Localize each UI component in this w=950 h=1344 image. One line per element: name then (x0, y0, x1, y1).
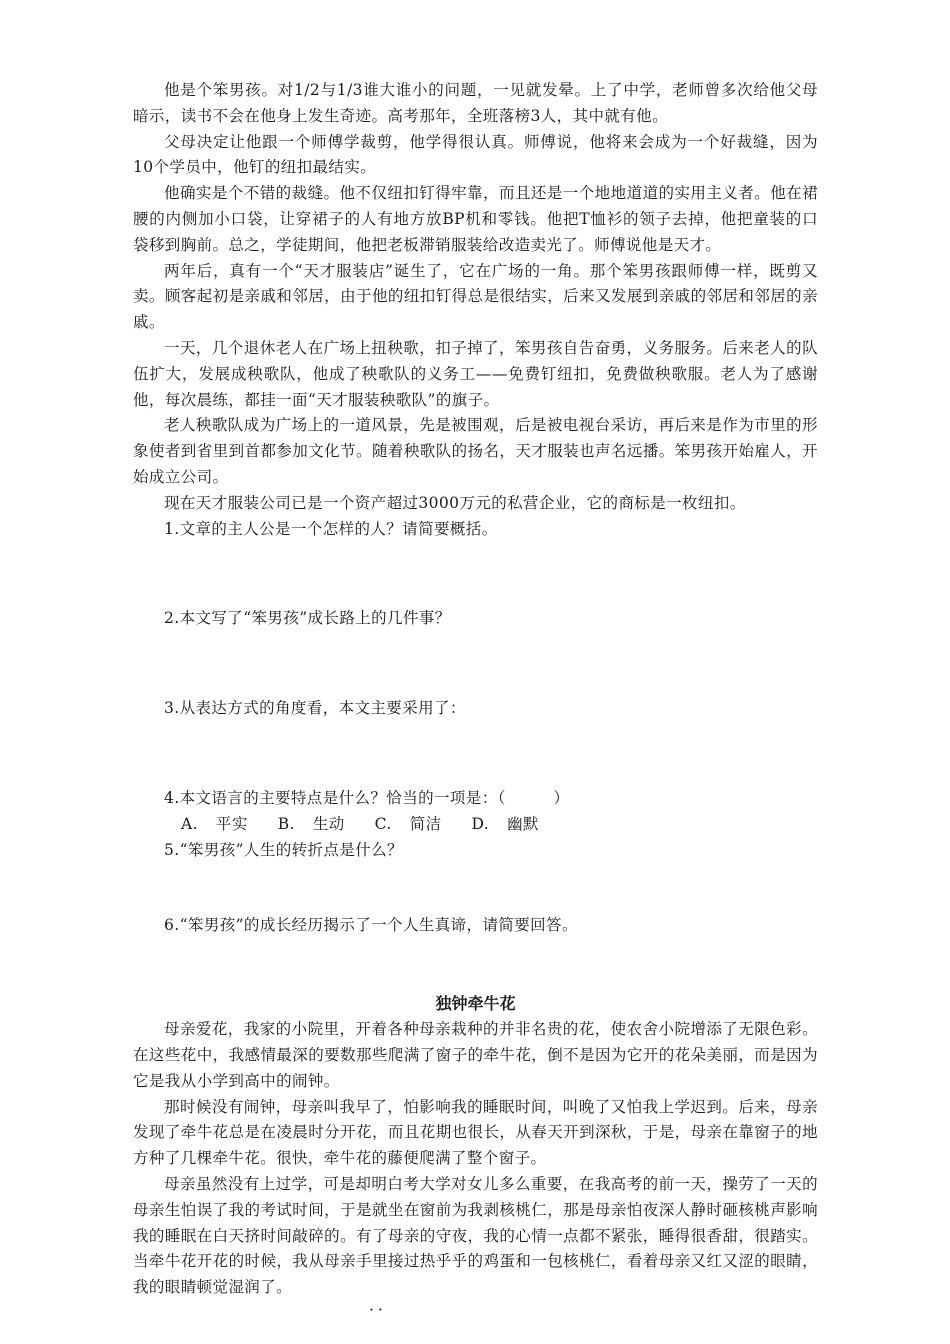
answer-space (133, 632, 818, 696)
emphasis-dots: ·· (369, 1300, 387, 1319)
question-3: 3.从表达方式的角度看，本文主要采用了： (164, 699, 466, 718)
option-c: C. 简洁 (374, 814, 442, 833)
question-5: 5.“笨男孩”人生的转折点是什么？ (164, 840, 403, 859)
story1-paragraph: 他确实是个不错的裁缝。他不仅纽扣钉得牢靠，而且还是一个地地道道的实用主义者。他在裙腰的内侧加小口袋，让穿裙子的人有地方放BP机和零钱。他把T恤衫的领子去掉，他把童装的口袋移到胸前。总之，学徒期间，他把老板滞销服装给改造卖光了。师傅说他是天才。 (133, 184, 818, 254)
story1-paragraph: 他是个笨男孩。对1/2与1/3谁大谁小的问题，一见就发晕。上了中学，老师曾多次给他父母暗示，读书不会在他身上发生奇迹。高考那年，全班落榜3人，其中就有他。 (133, 81, 818, 125)
answer-space (133, 863, 818, 913)
question-4: 4.本文语言的主要特点是什么？恰当的一项是：（ ） (164, 788, 570, 807)
option-d: D. 幽默 (471, 814, 539, 833)
story2-paragraph: 母亲虽然没有上过学，可是却明白考大学对女儿多么重要，在我高考的前一天，操劳了一天的母亲生怕误了我的考试时间，于是就坐在窗前为我剥核桃仁，那是母亲怕夜深人静时砸核桃声影响我的睡眠在白天挤时间敲碎的。有了母亲的守夜，我的心情一点都不紧张，睡得很香甜，很踏实。当牵牛花开花的时候，我从母亲手里接过热乎乎的鸡蛋和一包核桃仁，看着母亲又红又涩的眼睛，我的眼睛顿觉湿润了。 (133, 1174, 818, 1297)
story2-paragraph: 那时候没有闹钟，母亲叫我早了，怕影响我的睡眠时间，叫晚了又怕我上学迟到。后来，母亲发现了牵牛花总是在凌晨时分开花，而且花期也很长，从春天开到深秋，于是，母亲在靠窗子的地方种了几棵牵牛花。很快，牵牛花的藤便爬满了整个窗子。 (133, 1097, 818, 1168)
answer-space (133, 722, 818, 786)
answer-space (133, 542, 818, 606)
story1-body (133, 78, 818, 517)
question-2: 2.本文写了“笨男孩”成长路上的几件事？ (164, 609, 451, 628)
story2-paragraph: 母亲爱花，我家的小院里，开着各种母亲栽种的并非名贵的花，使农舍小院增添了无限色彩。在这些花中，我感情最深的要数那些爬满了窗子的牵牛花，倒不是因为它开的花朵美丽，而是因为它是我从小学到高中的闹钟。 (133, 1020, 818, 1090)
question-1: 1.文章的主人公是一个怎样的人？请简要概括。 (164, 519, 498, 538)
section-gap (133, 939, 818, 991)
story1-paragraph: 父母决定让他跟一个师傅学裁剪，他学得很认真。师傅说，他将来会成为一个好裁缝，因为10个学员中，他钉的纽扣最结实。 (133, 132, 818, 177)
document-page (133, 78, 818, 1319)
story1-paragraph: 两年后，真有一个“天才服装店”诞生了，它在广场的一角。那个笨男孩跟师傅一样，既剪又卖。顾客起初是亲戚和邻居，由于他的纽扣钉得总是很结实，后来又发展到亲戚的邻居和邻居的亲戚。 (133, 261, 818, 332)
story1-paragraph: 现在天才服装公司已是一个资产超过3000万元的私营企业，它的商标是一枚纽扣。 (164, 493, 746, 512)
story1-questions (133, 517, 818, 940)
story1-paragraph: 老人秧歌队成为广场上的一道风景，先是被围观，后是被电视台采访，再后来是作为市里的形象使者到省里到首都参加文化节。随着秧歌队的扬名，天才服装也声名远播。笨男孩开始雇人，开始成立公司。 (133, 416, 818, 486)
story2-title: 独钟牵牛花 (435, 994, 516, 1014)
option-a: A. 平实 (181, 814, 248, 833)
story2 (133, 991, 818, 1319)
question-4-options (133, 812, 818, 838)
option-b: B. 生动 (277, 814, 345, 833)
story1-paragraph: 一天，几个退休老人在广场上扭秧歌，扣子掉了，笨男孩自告奋勇，义务服务。后来老人的队伍扩大，发展成秧歌队，他成了秧歌队的义务工——免费钉纽扣，免费做秧歌服。老人为了感谢他，每次晨练，都挂一面“天才服装秧歌队”的旗子。 (133, 338, 818, 409)
question-6: 6.“笨男孩”的成长经历揭示了一个人生真谛，请简要回答。 (164, 916, 578, 935)
